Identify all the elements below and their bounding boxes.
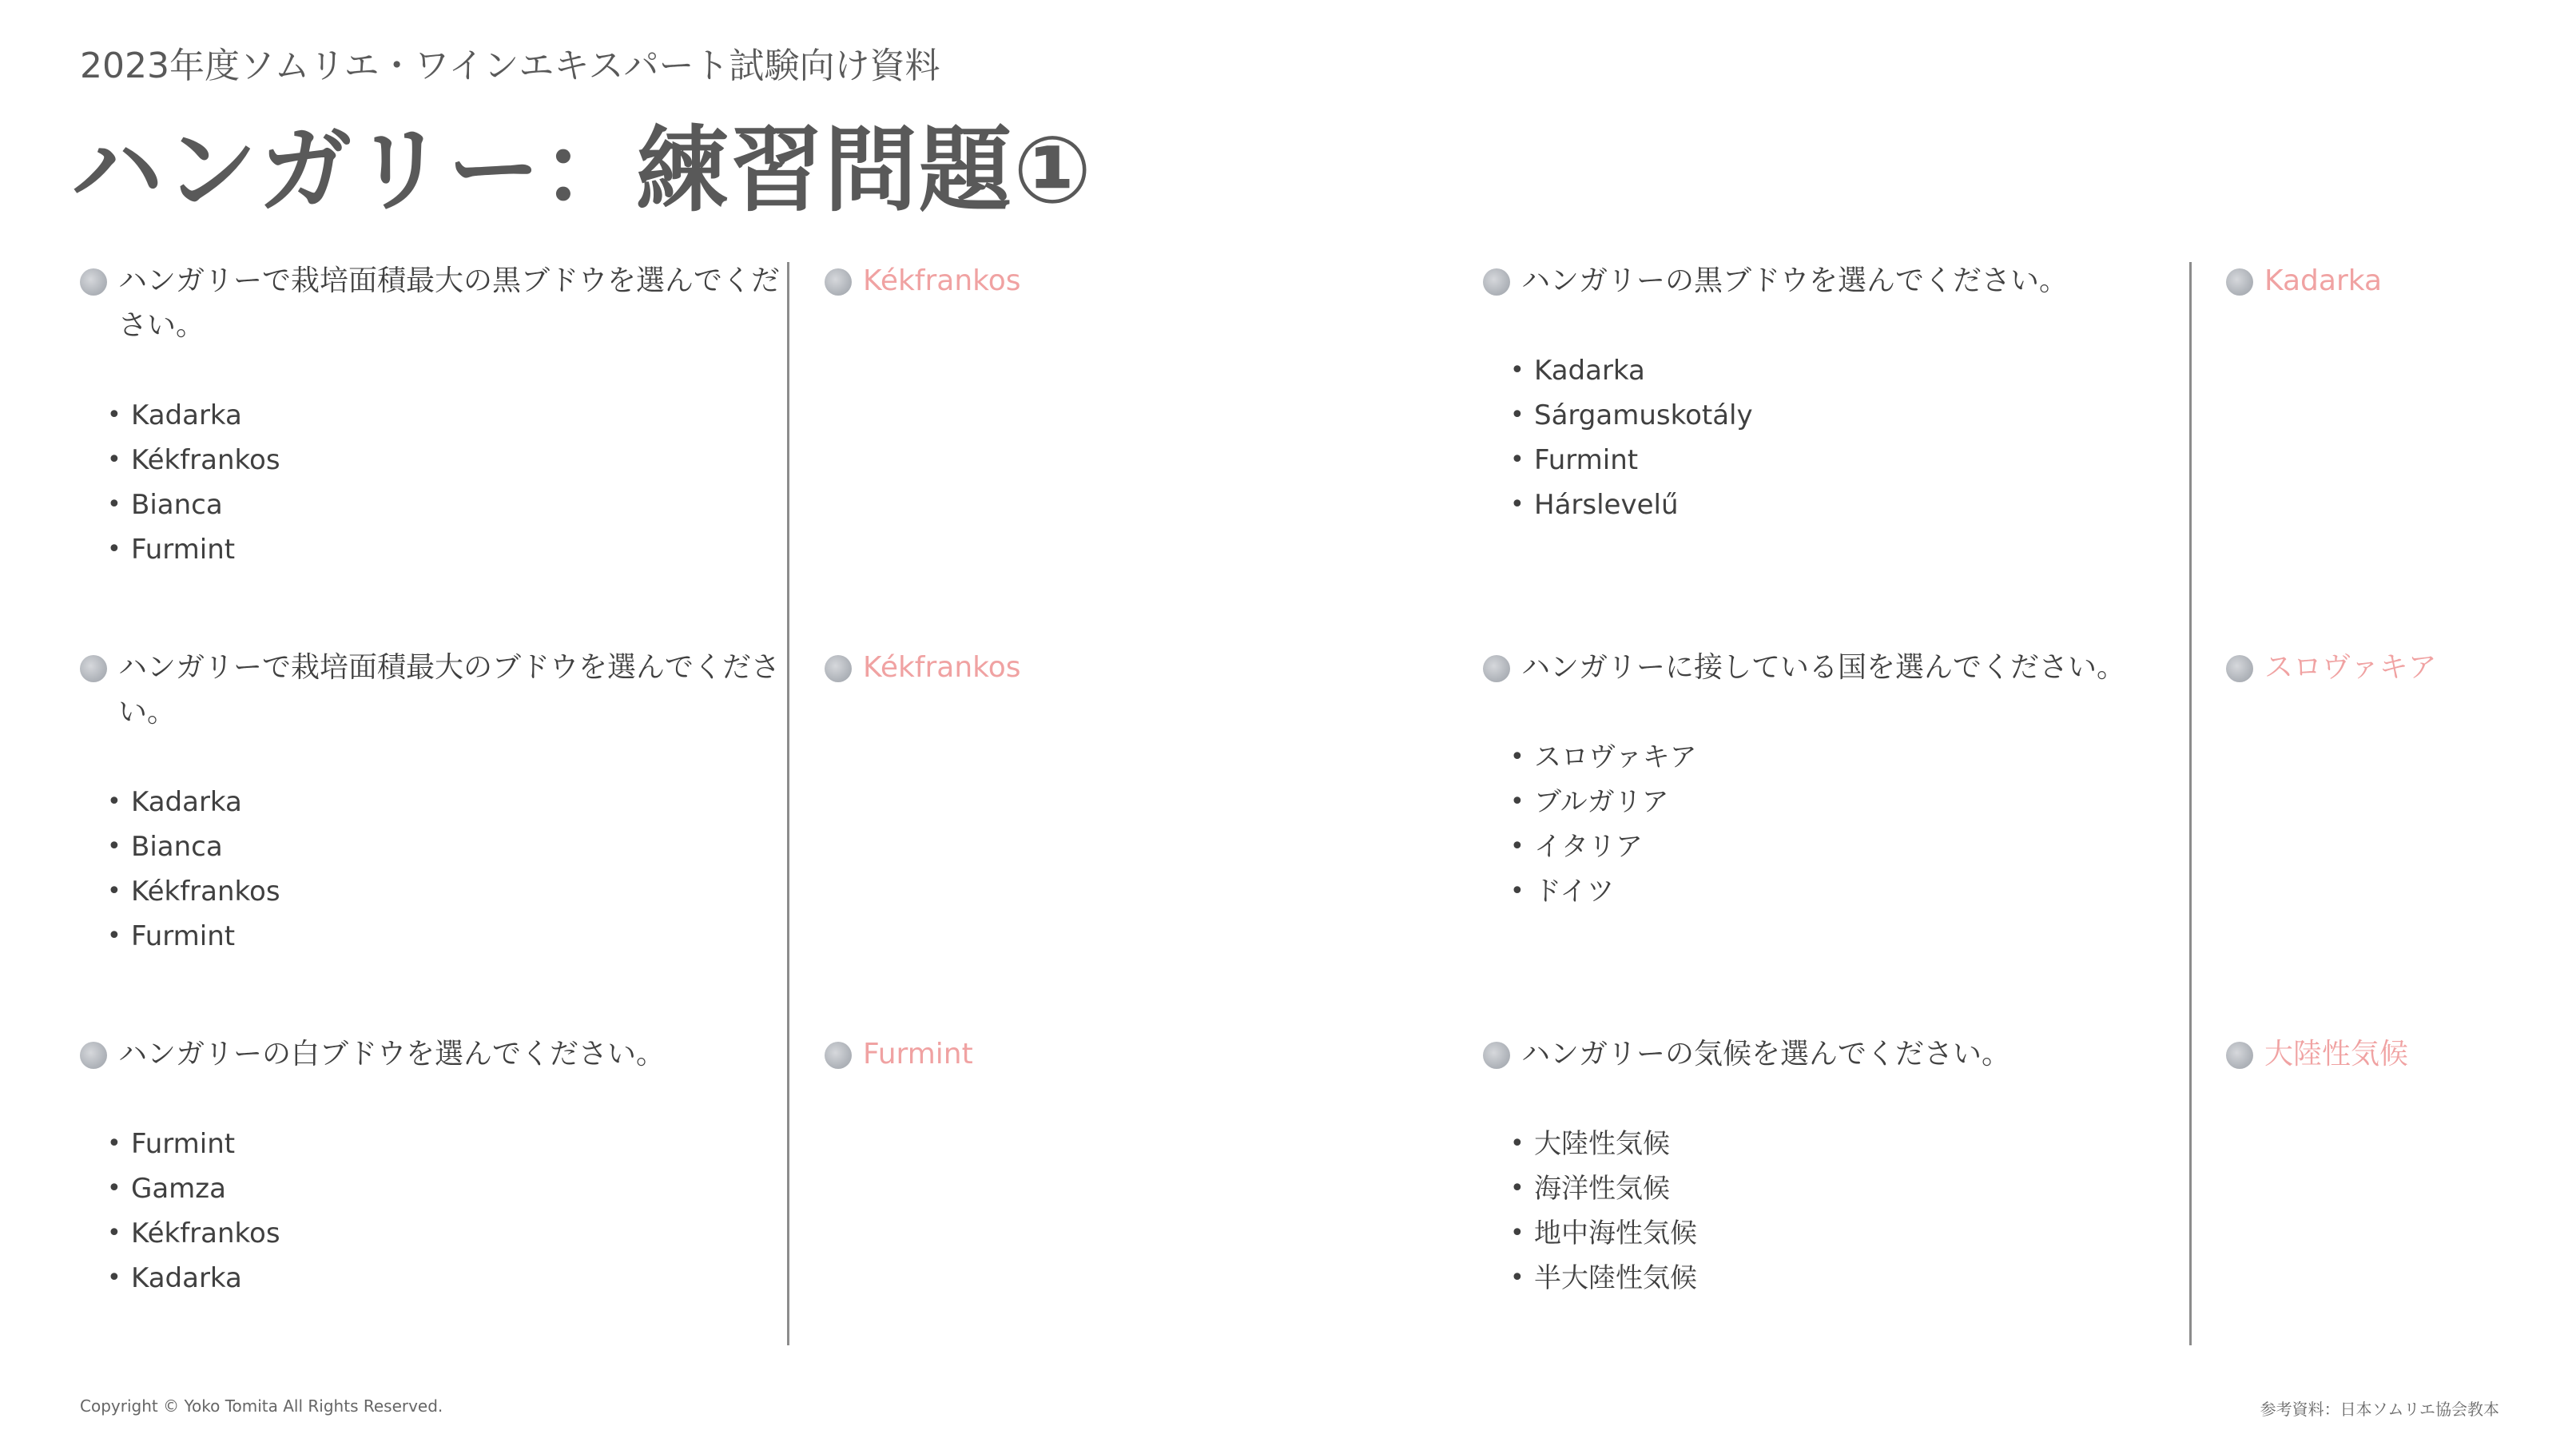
question-text: ハンガリーで栽培面積最大の黒ブドウを選んでください。 xyxy=(80,259,783,348)
option-item: • Kékfrankos xyxy=(107,1211,783,1256)
answer-text: 大陸性気候 xyxy=(2226,1032,2546,1077)
option-list xyxy=(1483,735,2186,914)
option-item: • Sárgamuskotály xyxy=(1510,393,2186,438)
option-list xyxy=(1483,1122,2186,1301)
bullet-circle-icon xyxy=(825,268,852,296)
option-list xyxy=(80,393,783,572)
question-text: ハンガリーに接している国を選んでください。 xyxy=(1483,645,2186,690)
option-item: • 大陸性気候 xyxy=(1510,1122,2186,1166)
answer-block xyxy=(2226,1032,2546,1077)
answer-block xyxy=(825,645,1272,690)
option-item: • Kadarka xyxy=(107,393,783,438)
answer-text: Kadarka xyxy=(2226,259,2546,304)
answer-text: Furmint xyxy=(825,1032,1272,1077)
page-subtitle: 2023年度ソムリエ・ワインエキスパート試験向け資料 xyxy=(80,46,940,86)
option-item: • Bianca xyxy=(107,824,783,869)
question-block xyxy=(1483,1032,2186,1301)
question-block xyxy=(80,645,783,959)
copyright-text: Copyright © Yoko Tomita All Rights Reserved. xyxy=(80,1396,443,1416)
divider-line xyxy=(2189,262,2192,1345)
bullet-circle-icon xyxy=(80,268,107,296)
reference-text: 参考資料：日本ソムリエ協会教本 xyxy=(2260,1400,2499,1419)
question-block xyxy=(1483,259,2186,527)
option-item: • スロヴァキア xyxy=(1510,735,2186,780)
bullet-circle-icon xyxy=(2226,268,2253,296)
option-item: • ブルガリア xyxy=(1510,780,2186,824)
answer-text: Kékfrankos xyxy=(825,259,1272,304)
bullet-circle-icon xyxy=(825,655,852,682)
question-block xyxy=(1483,645,2186,914)
question-text: ハンガリーの気候を選んでください。 xyxy=(1483,1032,2186,1077)
bullet-circle-icon xyxy=(2226,1042,2253,1069)
option-item: • Kadarka xyxy=(1510,348,2186,393)
bullet-circle-icon xyxy=(80,655,107,682)
question-text: ハンガリーで栽培面積最大のブドウを選んでください。 xyxy=(80,645,783,735)
option-list xyxy=(80,780,783,959)
option-item: • 地中海性気候 xyxy=(1510,1211,2186,1256)
option-item: • Kékfrankos xyxy=(107,869,783,914)
bullet-circle-icon xyxy=(1483,655,1510,682)
divider-line xyxy=(787,262,789,1345)
option-item: • 海洋性気候 xyxy=(1510,1166,2186,1211)
option-item: • Kadarka xyxy=(107,1256,783,1301)
option-item: • Furmint xyxy=(1510,438,2186,483)
option-item: • Bianca xyxy=(107,483,783,527)
answer-text: スロヴァキア xyxy=(2226,645,2546,690)
question-block xyxy=(80,259,783,572)
bullet-circle-icon xyxy=(1483,268,1510,296)
option-item: • 半大陸性気候 xyxy=(1510,1256,2186,1301)
bullet-circle-icon xyxy=(80,1042,107,1069)
answer-block xyxy=(2226,645,2546,690)
answer-block xyxy=(825,259,1272,304)
option-item: • Furmint xyxy=(107,914,783,959)
bullet-circle-icon xyxy=(2226,655,2253,682)
answer-block xyxy=(2226,259,2546,304)
question-block xyxy=(80,1032,783,1301)
bullet-circle-icon xyxy=(825,1042,852,1069)
option-item: • Furmint xyxy=(107,1122,783,1166)
answer-block xyxy=(825,1032,1272,1077)
page-title: ハンガリー：練習問題① xyxy=(70,117,1094,224)
option-item: • Kékfrankos xyxy=(107,438,783,483)
option-item: • イタリア xyxy=(1510,824,2186,869)
option-item: • Furmint xyxy=(107,527,783,572)
option-item: • ドイツ xyxy=(1510,869,2186,914)
answer-text: Kékfrankos xyxy=(825,645,1272,690)
option-item: • Gamza xyxy=(107,1166,783,1211)
question-text: ハンガリーの白ブドウを選んでください。 xyxy=(80,1032,783,1077)
option-item: • Hárslevelű xyxy=(1510,483,2186,527)
bullet-circle-icon xyxy=(1483,1042,1510,1069)
question-text: ハンガリーの黒ブドウを選んでください。 xyxy=(1483,259,2186,304)
option-list xyxy=(1483,348,2186,527)
option-list xyxy=(80,1122,783,1301)
option-item: • Kadarka xyxy=(107,780,783,824)
